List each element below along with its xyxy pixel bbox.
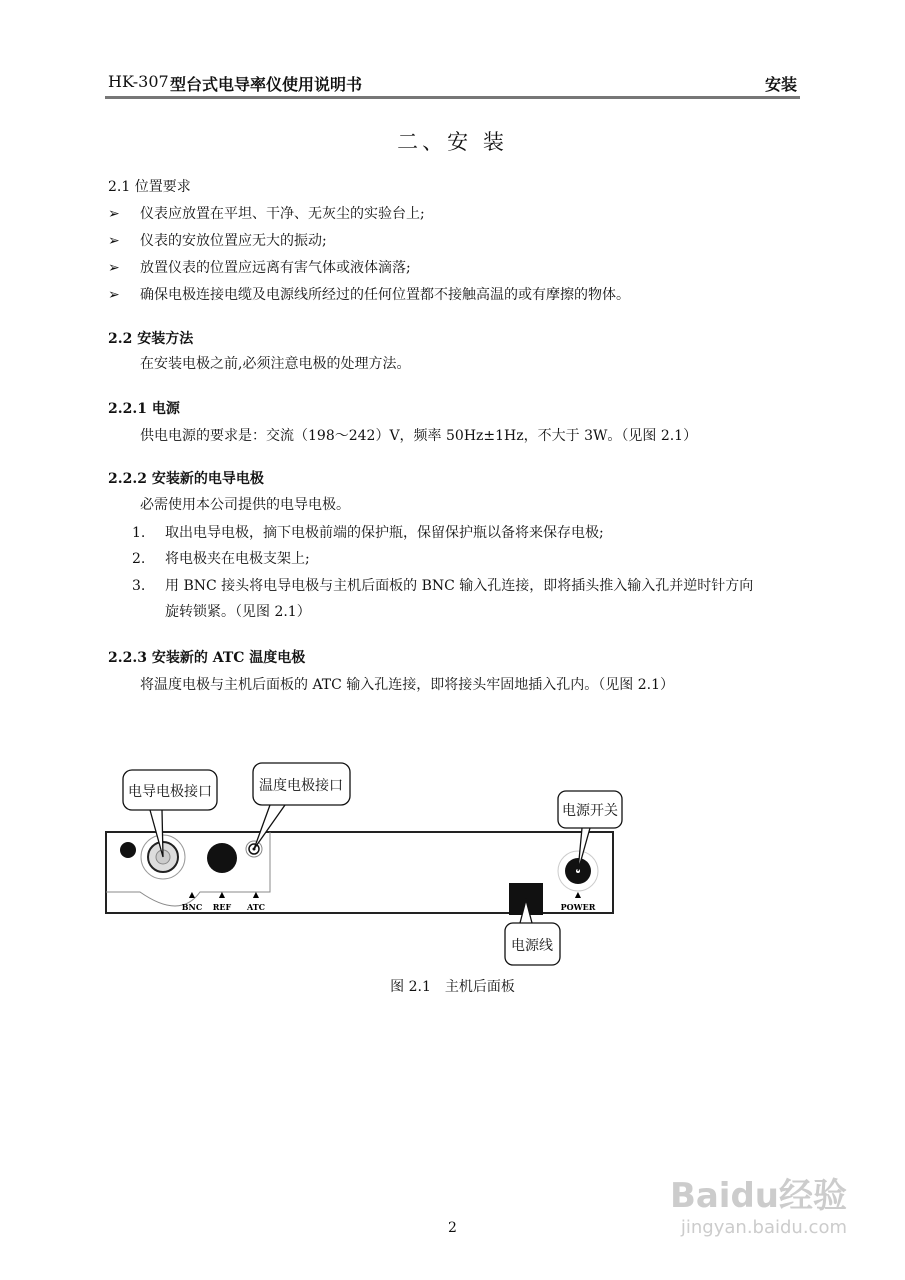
heading-2-2-3: 2.2.3 安装新的 ATC 温度电极 (108, 650, 306, 666)
body-text: 在安装电极之前,必须注意电极的处理方法。 (140, 356, 411, 372)
heading-2-2-2: 2.2.2 安装新的电导电极 (108, 471, 264, 487)
bullet-icon: ➢ (108, 287, 120, 303)
callout-temperature-text: 温度电极接口 (259, 778, 343, 794)
bullet-text: 仪表应放置在平坦、干净、无灰尘的实验台上; (140, 206, 425, 222)
header-title: 型台式电导率仪使用说明书 (170, 75, 363, 94)
body-text: 供电电源的要求是：交流（198～242）V，频率 50Hz±1Hz，不大于 3W。（见图 2.1） (140, 428, 698, 444)
figure-caption: 图 2.1 主机后面板 (390, 979, 515, 995)
item-text: 将电极夹在电极支架上; (165, 551, 310, 567)
rear-panel-figure (100, 760, 810, 970)
bullet-icon: ➢ (108, 260, 120, 276)
list-item (132, 522, 604, 542)
watermark-brand: Baidu经验 (669, 1176, 847, 1216)
page-title: 二、安 装 (397, 130, 508, 154)
svg-text:▲: ▲ (252, 889, 260, 899)
item-continuation: 旋转锁紧。（见图 2.1） (165, 604, 311, 620)
header-model: HK-307 (108, 72, 169, 91)
label-bnc: BNC (181, 902, 203, 912)
callout-conductivity-text: 电导电极接口 (128, 784, 212, 800)
bullet-icon: ➢ (108, 206, 120, 222)
item-number: 2. (132, 551, 146, 567)
heading-2-1: 2.1 位置要求 (108, 179, 191, 195)
svg-text:▲: ▲ (574, 889, 582, 899)
item-number: 3. (132, 578, 146, 594)
bullet-item (108, 257, 411, 277)
item-number: 1. (132, 525, 146, 541)
bullet-item (108, 284, 630, 304)
item-text: 用 BNC 接头将电导电极与主机后面板的 BNC 输入孔连接，即将插头推入输入孔并逆时针方向 (165, 578, 754, 594)
body-text: 必需使用本公司提供的电导电极。 (140, 497, 350, 513)
list-item (132, 575, 753, 595)
header-rule (105, 96, 800, 99)
item-text: 取出电导电极，摘下电极前端的保护瓶，保留保护瓶以备将来保存电极; (165, 525, 604, 541)
heading-2-2-1: 2.2.1 电源 (108, 401, 180, 417)
page-number: 2 (448, 1220, 457, 1236)
label-ref: REF (212, 902, 232, 912)
ref-connector-icon (207, 843, 237, 873)
bullet-text: 确保电极连接电缆及电源线所经过的任何位置都不接触高温的或有摩擦的物体。 (140, 287, 630, 303)
bullet-item (108, 230, 327, 250)
body-text: 将温度电极与主机后面板的 ATC 输入孔连接，即将接头牢固地插入孔内。（见图 2.1） (140, 677, 675, 693)
bullet-icon: ➢ (108, 233, 120, 249)
watermark (670, 1168, 847, 1238)
bullet-item (108, 203, 425, 223)
label-atc: ATC (246, 902, 266, 912)
callout-power-switch-text: 电源开关 (562, 803, 618, 819)
heading-2-2: 2.2 安装方法 (108, 331, 194, 347)
hole-icon (120, 842, 136, 858)
triangle-icon: ▲ (188, 889, 196, 899)
bullet-text: 放置仪表的位置应远离有害气体或液体滴落; (140, 260, 411, 276)
list-item (132, 548, 310, 568)
svg-text:▲: ▲ (218, 889, 226, 899)
callout-power-cord-text: 电源线 (511, 938, 553, 954)
header-section: 安装 (764, 75, 797, 94)
label-power: POWER (560, 902, 596, 912)
bullet-text: 仪表的安放位置应无大的振动; (140, 233, 327, 249)
watermark-url: jingyan.baidu.com (680, 1217, 847, 1238)
